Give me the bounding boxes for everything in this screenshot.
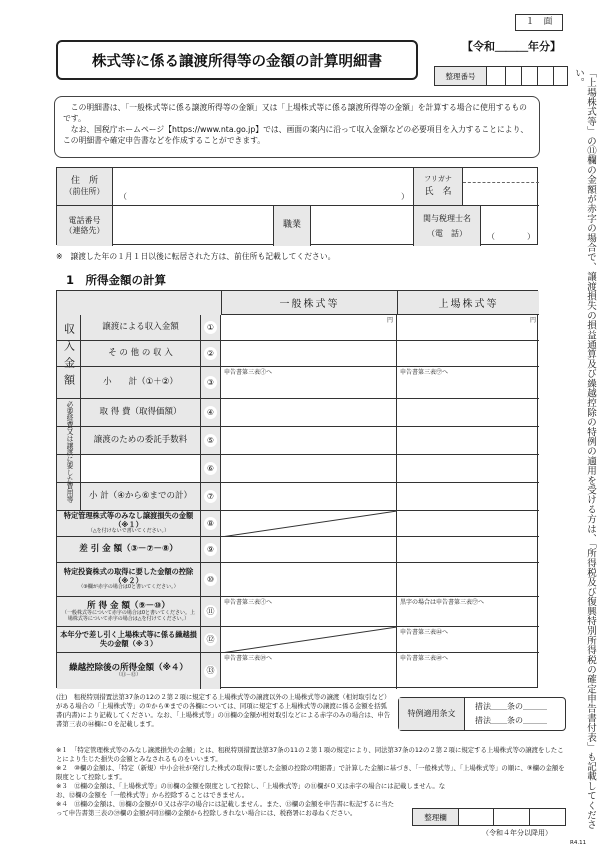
calc-row bbox=[57, 597, 539, 627]
name-field[interactable] bbox=[463, 168, 539, 206]
calc-row-label: 差 引 金 額（③－⑦－⑧） bbox=[79, 544, 178, 555]
note-2: ※２ ⑩欄の金額は、「特定（新規）中小会社が発行した株式の取得に要した金額の控除の明細書」で計算した金額に基づき、「一般株式等」、「上場株式等」の順に、⑨欄の金額を限度として控除します。 bbox=[56, 764, 565, 781]
page-number-badge bbox=[515, 14, 563, 31]
tax-accountant-phone-label: （電 話） bbox=[427, 228, 467, 238]
note-1: ※１ 「特定管理株式等のみなし譲渡損失の金額」とは、租税特別措置法第37条の11の２第１項の規定により、同法第37条の12の２第２項に規定する上場株式等の譲渡をしたことにより生じた損失の金額とみなされるものをいいます。 bbox=[56, 746, 564, 763]
general-amount-field[interactable] bbox=[221, 483, 397, 510]
calc-row bbox=[57, 511, 539, 537]
calc-row-label-cell bbox=[57, 537, 201, 562]
calc-row-label: 特定投資株式の取得に要した金額の控除（※２） bbox=[63, 567, 194, 585]
calc-row-label-cell bbox=[81, 315, 201, 340]
calc-row-label: 譲渡による収入金額 bbox=[102, 322, 179, 333]
general-reference-note: 申告書第三表㋑へ bbox=[224, 599, 273, 606]
general-amount-field[interactable] bbox=[221, 563, 397, 596]
former-address-paren-close: ） bbox=[401, 192, 409, 201]
calc-row-label: 特定管理株式等のみなし譲渡損失の金額（※１） bbox=[63, 511, 194, 529]
row-number-badge: ⑩ bbox=[204, 573, 217, 586]
listed-amount-field[interactable] bbox=[397, 653, 539, 689]
calc-row-label: 所 得 金 額（⑨－⑩） bbox=[87, 600, 170, 611]
section-1-title: 1 所得金額の計算 bbox=[66, 273, 167, 287]
occupation-field[interactable] bbox=[311, 206, 413, 246]
calc-row-label: 小 計（①＋②） bbox=[103, 377, 178, 388]
phone-label: 電話番号 bbox=[68, 216, 101, 225]
calc-row-sublabel: （一般株式等について赤字の場合は0と書いてください。上場株式等について赤字の場合は△を付けてください。） bbox=[61, 610, 196, 622]
calc-row bbox=[57, 367, 539, 399]
col-general bbox=[221, 291, 397, 315]
listed-amount-field[interactable] bbox=[397, 399, 539, 426]
row-number-badge: ⑤ bbox=[204, 434, 217, 447]
listed-amount-field[interactable] bbox=[397, 627, 539, 652]
phone-contact-label: （連絡先） bbox=[64, 226, 105, 235]
general-amount-field[interactable] bbox=[221, 537, 397, 562]
moved-address-note: ※ 譲渡した年の１月１日以後に転居された方は、前住所も記載してください。 bbox=[56, 252, 336, 261]
calc-row bbox=[57, 341, 539, 367]
row-number-badge: ⑫ bbox=[204, 633, 217, 646]
office-ref-box bbox=[412, 808, 566, 826]
row-number-badge: ⑬ bbox=[204, 665, 217, 678]
calc-row-label: 本年分で差し引く上場株式等に係る繰越損失の金額（※３） bbox=[60, 629, 197, 648]
general-amount-field[interactable] bbox=[221, 341, 397, 366]
calc-row-sublabel: （△を付けないで書いてください。） bbox=[87, 528, 170, 535]
listed-amount-field[interactable] bbox=[397, 483, 539, 510]
listed-amount-field[interactable] bbox=[397, 537, 539, 562]
row-number-badge: ③ bbox=[204, 376, 217, 389]
furigana-label: フリガナ bbox=[424, 174, 452, 183]
phone-field[interactable] bbox=[113, 206, 273, 246]
row-number-badge: ② bbox=[204, 347, 217, 360]
intro-paragraph-1: この明細書は、「一般株式等に係る譲渡所得等の金額」又は「上場株式等に係る譲渡所得等の金額」を計算する場合に使用するものです。 bbox=[63, 103, 527, 123]
calc-row bbox=[57, 427, 539, 455]
reference-number-label: 整理番号 bbox=[445, 71, 476, 81]
calc-row-label: そ の 他 の 収 入 bbox=[108, 348, 173, 359]
listed-amount-field[interactable] bbox=[397, 427, 539, 454]
calc-row-label: 繰越控除後の所得金額（※４） bbox=[69, 663, 188, 674]
row-number-badge: ⑨ bbox=[204, 543, 217, 556]
calc-row bbox=[57, 399, 539, 427]
calc-row-label-cell bbox=[81, 483, 201, 510]
special-provision-line-1[interactable]: 措法＿＿条の＿＿＿ bbox=[475, 702, 547, 711]
yen-unit: 円 bbox=[386, 317, 393, 324]
expense-group-label: 必要経費又は譲渡に要した費用等 bbox=[65, 400, 73, 503]
general-amount-field[interactable] bbox=[221, 315, 397, 340]
tax-phone-paren-close: ） bbox=[527, 232, 535, 241]
era-year: 【令和＿＿＿年分】 bbox=[462, 40, 561, 53]
calc-row bbox=[57, 563, 539, 597]
yen-unit: 円 bbox=[529, 317, 536, 324]
calc-row-label-cell[interactable] bbox=[81, 455, 201, 482]
notes-block bbox=[56, 693, 392, 729]
calc-row-label: 取 得 費（取得価額） bbox=[99, 407, 182, 418]
row-number-badge: ⑪ bbox=[204, 605, 217, 618]
listed-reference-note: 申告書第三表㋒へ bbox=[400, 369, 449, 376]
footer-era: （令和４年分以降用） bbox=[482, 829, 552, 837]
special-provision-box bbox=[398, 697, 566, 731]
calc-row-sublabel: （⑪－⑫） bbox=[115, 672, 141, 679]
col-listed bbox=[397, 291, 539, 315]
calc-row-label-cell bbox=[81, 399, 201, 426]
calc-row bbox=[57, 627, 539, 653]
general-reference-note: 申告書第三表㋑へ bbox=[224, 369, 273, 376]
row-number-badge: ⑦ bbox=[204, 490, 217, 503]
page-number-text: １ 面 bbox=[525, 16, 553, 27]
not-applicable-slash bbox=[221, 627, 397, 653]
form-title: 株式等に係る譲渡所得等の金額の計算明細書 bbox=[92, 53, 382, 70]
col-listed-label: 上場株式等 bbox=[438, 299, 499, 310]
calc-row-label-cell bbox=[57, 653, 201, 689]
listed-amount-field[interactable] bbox=[397, 367, 539, 398]
calc-row bbox=[57, 537, 539, 563]
listed-amount-field[interactable] bbox=[397, 315, 539, 340]
form-title-box bbox=[56, 40, 418, 80]
former-address-label: （前住所） bbox=[64, 187, 105, 197]
general-amount-field[interactable] bbox=[221, 455, 397, 482]
general-reference-note: 申告書第三表㊴へ bbox=[224, 655, 273, 662]
listed-reference-note: 申告書第三表㊵へ bbox=[400, 655, 449, 662]
row-number-badge: ① bbox=[204, 321, 217, 334]
occupation-label: 職業 bbox=[282, 220, 301, 231]
general-amount-field[interactable] bbox=[221, 427, 397, 454]
calc-row bbox=[57, 483, 539, 511]
calc-row-sublabel: （⑨欄が赤字の場合は0と書いてください。） bbox=[78, 584, 179, 591]
general-amount-field[interactable] bbox=[221, 399, 397, 426]
former-address-paren-open: （ bbox=[119, 192, 127, 201]
note-main: (注) 租税特別措置法第37条の12の２第２項に規定する上場株式等の譲渡以外の上場株式等の譲渡（相対取引など）がある場合の「上場株式等」の①から⑧までの各欄については、同項に規定する上場株式等の譲渡に係る金額を括弧書(内書)により記載してください。なお、「上場株式等」の⑪欄の金額が相対取引などによる赤字のみの場合は、申告書第三表の㊹欄に０を記載します。 bbox=[56, 693, 391, 728]
general-amount-field[interactable] bbox=[221, 597, 397, 626]
calc-row-label-cell bbox=[81, 367, 201, 398]
calc-row-label: 譲渡のための委託手数料 bbox=[93, 435, 188, 446]
income-group-label: 収入金額 bbox=[62, 322, 76, 391]
not-applicable-slash bbox=[221, 511, 397, 537]
address-field[interactable] bbox=[113, 168, 413, 206]
calc-row bbox=[57, 455, 539, 483]
calc-row bbox=[57, 315, 539, 341]
calc-row-label: 小 計（④から⑥までの計） bbox=[89, 491, 192, 502]
general-amount-field[interactable] bbox=[221, 653, 397, 689]
sidebar-note: 「上場株式等」の⑪欄の金額が赤字の場合で、譲渡損失の損益通算及び繰越控除の特例の適用を受ける方は、「所得税及び復興特別所得税の確定申告書付表」も記載してください。 bbox=[573, 68, 596, 830]
listed-amount-field[interactable] bbox=[397, 511, 539, 536]
listed-amount-field[interactable] bbox=[397, 455, 539, 482]
calc-row-label-cell bbox=[81, 427, 201, 454]
tax-phone-paren-open: （ bbox=[487, 232, 495, 241]
calc-row-label-cell bbox=[57, 597, 201, 626]
note-4: ※４ ⑬欄の金額は、⑪欄の金額が０又は赤字の場合には記載しません。また、⑬欄の金額を申告書に転記するに当たって申告書第三表の㊴欄の金額が同⑬欄の金額から控除しきれない場合には、税務署にお尋ねください。 bbox=[56, 800, 395, 817]
row-number-badge: ⑥ bbox=[204, 462, 217, 475]
address-label: 住 所 bbox=[70, 175, 98, 186]
note-3: ※３ ⑫欄の金額は、「上場株式等」の⑪欄の金額を限度として控除し、「上場株式等」の⑪欄が０又は赤字の場合には記載しません。なお、⑫欄の金額を「一般株式等」から控除することはできません。 bbox=[56, 782, 446, 799]
col-general-label: 一般株式等 bbox=[279, 299, 340, 310]
general-amount-field[interactable] bbox=[221, 367, 397, 398]
personal-info-table bbox=[56, 167, 538, 245]
special-provision-label: 特例適用条文 bbox=[407, 709, 456, 718]
form-code: R4.11 bbox=[570, 840, 587, 846]
calc-row-label-cell bbox=[57, 627, 201, 652]
name-label: 氏 名 bbox=[424, 187, 452, 198]
special-provision-line-2[interactable]: 措法＿＿条の＿＿＿ bbox=[475, 716, 547, 725]
office-ref-label: 整理欄 bbox=[424, 812, 447, 822]
income-calc-table bbox=[56, 290, 538, 688]
row-number-badge: ⑧ bbox=[204, 517, 217, 530]
reference-number-box bbox=[434, 66, 568, 86]
listed-reference-note: 申告書第三表㊹へ bbox=[400, 629, 449, 636]
listed-amount-field[interactable] bbox=[397, 563, 539, 596]
row-number-badge: ④ bbox=[204, 406, 217, 419]
calc-row-label-cell bbox=[57, 563, 201, 596]
calc-row bbox=[57, 653, 539, 689]
calc-row-label-cell bbox=[81, 341, 201, 366]
intro-box bbox=[54, 96, 540, 158]
listed-amount-field[interactable] bbox=[397, 341, 539, 366]
listed-reference-note: 黒字の場合は申告書第三表㋒へ bbox=[400, 599, 485, 606]
calc-row-label-cell bbox=[57, 511, 201, 536]
intro-paragraph-2: なお、国税庁ホームページ【https://www.nta.go.jp】では、画面の案内に沿って収入金額などの必要項目を入力することにより、この明細書や確定申告書などを作成することができます。 bbox=[63, 125, 529, 145]
tax-accountant-label: 関与税理士名 bbox=[423, 213, 471, 223]
listed-amount-field[interactable] bbox=[397, 597, 539, 626]
